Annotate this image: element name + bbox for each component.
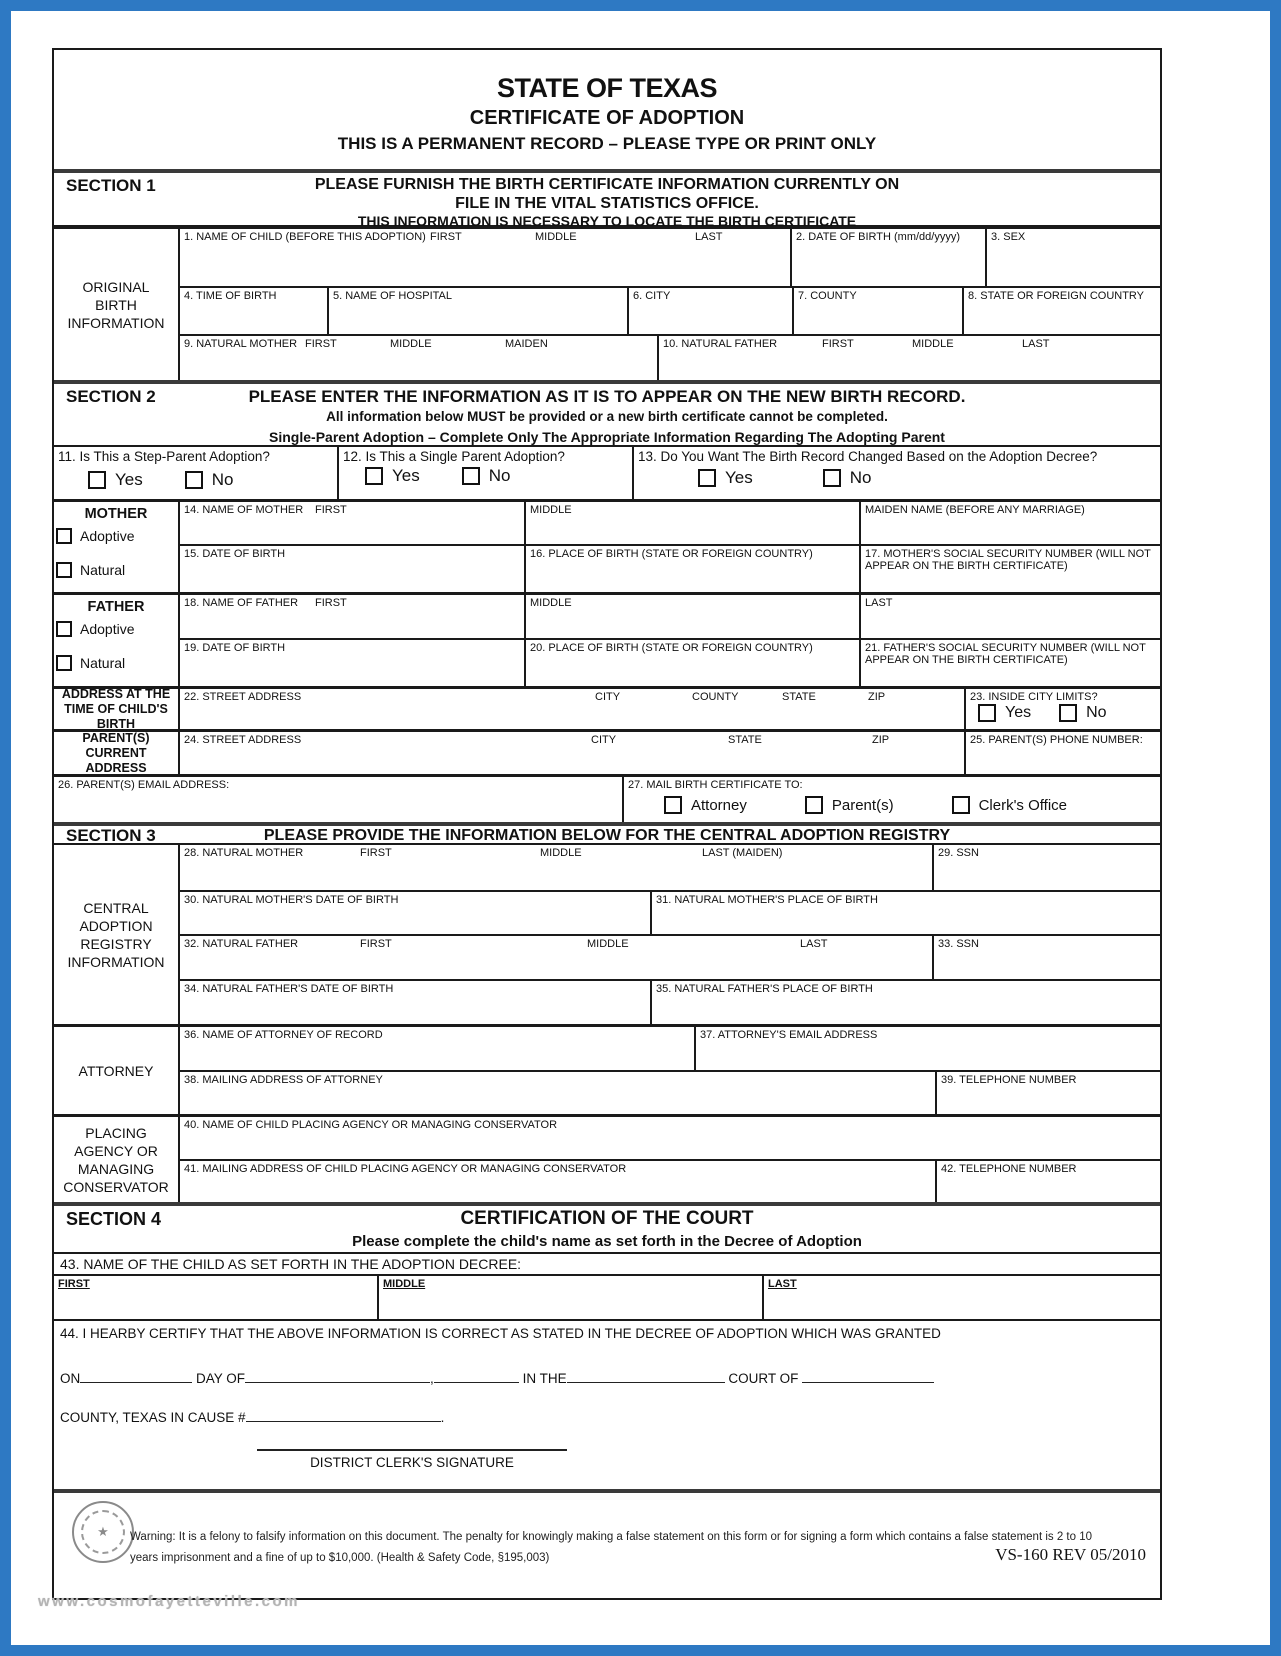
certification-date-line: ON DAY OF , IN THE COURT OF (60, 1369, 1154, 1386)
field-43-heading: 43. NAME OF THE CHILD AS SET FORTH IN THE ADOPTION DECREE: (60, 1256, 522, 1272)
colhead-first: FIRST (315, 504, 347, 516)
field-18-name-of-father[interactable]: 18. NAME OF FATHER FIRST (184, 597, 347, 609)
question-13-text: 13. Do You Want The Birth Record Changed Based on the Adoption Decree? (638, 449, 1098, 464)
day-blank[interactable] (80, 1369, 192, 1383)
colhead-middle: MIDDLE (390, 337, 432, 350)
registry-label: CENTRAL ADOPTION REGISTRY INFORMATION (54, 845, 180, 1024)
field-4-time-of-birth[interactable]: 4. TIME OF BIRTH (184, 290, 277, 303)
form-subtitle: CERTIFICATE OF ADOPTION (469, 107, 745, 129)
field-14-name-of-mother[interactable]: 14. NAME OF MOTHER FIRST (184, 504, 347, 516)
field-8-state-or-country[interactable]: 8. STATE OR FOREIGN COUNTRY (962, 288, 1160, 333)
form-title: STATE OF TEXAS (496, 73, 717, 103)
mother-title: MOTHER (84, 506, 148, 522)
mail-parents-checkbox[interactable] (805, 796, 823, 814)
question-13: 13. Do You Want The Birth Record Changed Based on the Adoption Decree? Yes No (632, 447, 1160, 499)
address-current-label: PARENT(S) CURRENT ADDRESS (54, 732, 180, 774)
registry-block (54, 845, 1160, 1024)
cause-number-blank[interactable] (246, 1408, 441, 1422)
agency-label: PLACING AGENCY OR MANAGING CONSERVATOR (54, 1117, 180, 1202)
colhead-state: STATE (782, 691, 816, 703)
field-24-street-address[interactable]: 24. STREET ADDRESS CITY STATE ZIP (184, 734, 890, 746)
section4-title: CERTIFICATION OF THE COURT (460, 1208, 754, 1229)
year-blank[interactable] (434, 1369, 519, 1383)
field-34-father-dob[interactable]: 34. NATURAL FATHER'S DATE OF BIRTH (184, 983, 394, 995)
month-blank[interactable] (245, 1369, 430, 1383)
mail-clerk-checkbox[interactable] (952, 796, 970, 814)
colhead-city: CITY (595, 691, 621, 703)
field-16-mother-place-of-birth[interactable]: 16. PLACE OF BIRTH (STATE OR FOREIGN COUNTRY) (524, 546, 859, 592)
court-name-blank[interactable] (567, 1369, 725, 1383)
email-mail-row (54, 774, 1160, 822)
q12-yes-checkbox[interactable] (365, 467, 383, 485)
q23-no-checkbox[interactable] (1059, 704, 1077, 722)
field-41-agency-address[interactable]: 41. MAILING ADDRESS OF CHILD PLACING AGENCY OR MANAGING CONSERVATOR (184, 1162, 627, 1175)
decree-last-name[interactable]: LAST (762, 1276, 1160, 1319)
colhead-first: FIRST (360, 938, 392, 950)
colhead-middle: MIDDLE (535, 231, 577, 243)
form-footer (54, 1489, 1160, 1598)
field-36-attorney-name[interactable]: 36. NAME OF ATTORNEY OF RECORD (184, 1029, 383, 1041)
colhead-first: FIRST (305, 337, 337, 350)
q12-no-checkbox[interactable] (462, 467, 480, 485)
father-title: FATHER (87, 599, 145, 615)
colhead-middle: MIDDLE (587, 938, 629, 950)
colhead-last: LAST (695, 231, 723, 243)
section1-label: SECTION 1 (66, 176, 156, 195)
decree-first-name[interactable]: FIRST (58, 1278, 90, 1290)
q13-no-checkbox[interactable] (823, 469, 841, 487)
colhead-first: FIRST (430, 231, 462, 243)
field-37-attorney-email[interactable]: 37. ATTORNEY'S EMAIL ADDRESS (694, 1027, 1160, 1070)
colhead-middle: MIDDLE (540, 847, 582, 859)
section4-label: SECTION 4 (66, 1209, 162, 1229)
field-31-mother-place-of-birth[interactable]: 31. NATURAL MOTHER'S PLACE OF BIRTH (650, 892, 1160, 934)
field-33-ssn[interactable]: 33. SSN (932, 936, 1160, 979)
field-10-natural-father[interactable]: 10. NATURAL FATHER FIRST MIDDLE LAST (657, 336, 1160, 380)
form-note: THIS IS A PERMANENT RECORD – PLEASE TYPE OR PRINT ONLY (337, 134, 877, 153)
question-12-text: 12. Is This a Single Parent Adoption? (343, 449, 565, 464)
mother-natural-checkbox[interactable] (56, 562, 72, 578)
adoption-certificate-form (52, 48, 1162, 1600)
colhead-zip: ZIP (872, 734, 890, 746)
q13-yes-checkbox[interactable] (698, 469, 716, 487)
texas-state-seal-icon: ★ (72, 1501, 134, 1563)
questions-row (54, 447, 1160, 499)
field-42-agency-phone[interactable]: 42. TELEPHONE NUMBER (935, 1161, 1160, 1203)
field-25-parents-phone[interactable]: 25. PARENT(S) PHONE NUMBER: (964, 732, 1160, 774)
field-38-attorney-address[interactable]: 38. MAILING ADDRESS OF ATTORNEY (184, 1074, 383, 1087)
form-header (54, 50, 1160, 169)
field-7-county[interactable]: 7. COUNTY (792, 288, 962, 333)
section1-title-line3: THIS INFORMATION IS NECESSARY TO LOCATE THE BIRTH CERTIFICATE (357, 213, 857, 229)
field-1-name-of-child[interactable]: 1. NAME OF CHILD (BEFORE THIS ADOPTION) FIRST MIDDLE LAST (184, 231, 723, 243)
q11-yes-checkbox[interactable] (88, 471, 106, 489)
colhead-maiden: MAIDEN (505, 337, 548, 350)
certification-cause-line: COUNTY, TEXAS IN CAUSE # . (60, 1410, 445, 1425)
certification-block (54, 1319, 1160, 1489)
section1-title-line2: FILE IN THE VITAL STATISTICS OFFICE. (455, 195, 759, 212)
section1-header (54, 169, 1160, 227)
felony-warning-text: Warning: It is a felony to falsify information on this document. The penalty for knowingly making a false statement on this form or for signing a form which contains a false statement is 2 to 10 years imprisonment and a fine of up to $10,000. (Health & Safety Code, §195,003) (130, 1531, 1092, 1564)
field-44-text: 44. I HEARBY CERTIFY THAT THE ABOVE INFORMATION IS CORRECT AS STATED IN THE DECREE OF ADOPTION WHICH WAS GRANTED (60, 1326, 941, 1341)
field-20-father-place-of-birth[interactable]: 20. PLACE OF BIRTH (STATE OR FOREIGN COUNTRY) (524, 640, 859, 686)
attorney-block (54, 1024, 1160, 1114)
watermark: www.cosmofayetteville.com (38, 1593, 301, 1610)
mother-block (54, 499, 1160, 592)
colhead-state: STATE (728, 734, 762, 746)
decree-middle-name[interactable]: MIDDLE (377, 1276, 762, 1319)
address-birth-label: ADDRESS AT THE TIME OF CHILD'S BIRTH (54, 689, 180, 729)
question-11-text: 11. Is This a Step-Parent Adoption? (58, 449, 270, 464)
q11-no-checkbox[interactable] (185, 471, 203, 489)
section3-header (54, 822, 1160, 845)
colhead-middle: MIDDLE (912, 337, 954, 350)
field-6-city[interactable]: 6. CITY (627, 288, 792, 333)
father-natural-checkbox[interactable] (56, 655, 72, 671)
field-15-mother-dob[interactable]: 15. DATE OF BIRTH (184, 547, 286, 560)
colhead-zip: ZIP (868, 691, 886, 703)
colhead-first: FIRST (360, 847, 392, 859)
field-29-ssn[interactable]: 29. SSN (932, 845, 1160, 890)
district-clerk-signature-line[interactable] (257, 1449, 567, 1451)
field-39-attorney-phone[interactable]: 39. TELEPHONE NUMBER (935, 1072, 1160, 1114)
mail-attorney-checkbox[interactable] (664, 796, 682, 814)
section2-subtitle1: All information below MUST be provided or a new birth certificate cannot be completed. (326, 409, 888, 424)
question-12: 12. Is This a Single Parent Adoption? Yes No (337, 447, 632, 499)
field-5-hospital[interactable]: 5. NAME OF HOSPITAL (327, 288, 627, 333)
field-40-agency-name[interactable]: 40. NAME OF CHILD PLACING AGENCY OR MANAGING CONSERVATOR (184, 1119, 558, 1131)
colhead-city: CITY (591, 734, 617, 746)
decree-name-row (54, 1274, 1160, 1319)
section4-subtitle: Please complete the child's name as set forth in the Decree of Adoption (352, 1233, 862, 1250)
q23-yes-checkbox[interactable] (978, 704, 996, 722)
original-birth-info-block (54, 227, 1160, 380)
original-birth-info-label: ORIGINAL BIRTH INFORMATION (54, 229, 180, 380)
field-17-mother-ssn[interactable]: 17. MOTHER'S SOCIAL SECURITY NUMBER (WILL NOT APPEAR ON THE BIRTH CERTIFICATE) (859, 546, 1160, 592)
father-label-cell: FATHER Adoptive Natural (54, 595, 180, 686)
question-11: 11. Is This a Step-Parent Adoption? Yes No (54, 447, 337, 499)
colhead-last: LAST (1022, 337, 1050, 350)
field-19-father-dob[interactable]: 19. DATE OF BIRTH (184, 641, 286, 654)
colhead-county: COUNTY (692, 691, 739, 703)
attorney-label: ATTORNEY (54, 1027, 180, 1114)
field-18-last[interactable]: LAST (859, 595, 1160, 638)
field-2-date-of-birth[interactable]: 2. DATE OF BIRTH (mm/dd/yyyy) (790, 229, 985, 286)
form-revision-number: VS-160 REV 05/2010 (995, 1545, 1146, 1564)
mother-adoptive-checkbox[interactable] (56, 528, 72, 544)
field-30-mother-dob[interactable]: 30. NATURAL MOTHER'S DATE OF BIRTH (184, 894, 399, 906)
field-23-inside-city-limits: 23. INSIDE CITY LIMITS? Yes No (964, 689, 1160, 729)
field-18-middle[interactable]: MIDDLE (524, 595, 859, 638)
section2-subtitle2: Single-Parent Adoption – Complete Only The Appropriate Information Regarding The Adopting Parent (269, 429, 945, 445)
field-21-father-ssn[interactable]: 21. FATHER'S SOCIAL SECURITY NUMBER (WILL NOT APPEAR ON THE BIRTH CERTIFICATE) (859, 640, 1160, 686)
address-current-block (54, 729, 1160, 774)
colhead-first: FIRST (822, 337, 854, 350)
address-birth-block (54, 686, 1160, 729)
section2-header (54, 380, 1160, 447)
section3-title: PLEASE PROVIDE THE INFORMATION BELOW FOR THE CENTRAL ADOPTION REGISTRY (263, 827, 951, 844)
county-blank[interactable] (802, 1369, 934, 1383)
colhead-last-maiden: LAST (MAIDEN) (702, 847, 783, 859)
field-9-natural-mother[interactable]: 9. NATURAL MOTHER FIRST MIDDLE MAIDEN (184, 337, 548, 350)
father-adoptive-checkbox[interactable] (56, 621, 72, 637)
section1-title-line1: PLEASE FURNISH THE BIRTH CERTIFICATE INFORMATION CURRENTLY ON (314, 176, 900, 193)
section2-label: SECTION 2 (66, 387, 156, 406)
field-14-maiden-name[interactable]: MAIDEN NAME (BEFORE ANY MARRIAGE) (859, 502, 1160, 544)
section3-label: SECTION 3 (66, 826, 156, 845)
colhead-last: LAST (800, 938, 828, 950)
field-22-street-address[interactable]: 22. STREET ADDRESS CITY COUNTY STATE ZIP (184, 691, 886, 703)
colhead-first: FIRST (315, 597, 347, 609)
district-clerk-signature-label: DISTRICT CLERK'S SIGNATURE (310, 1455, 514, 1470)
section4-header (54, 1202, 1160, 1254)
field-28-natural-mother[interactable]: 28. NATURAL MOTHER FIRST MIDDLE LAST (MAIDEN) (184, 847, 783, 859)
section2-title: PLEASE ENTER THE INFORMATION AS IT IS TO APPEAR ON THE NEW BIRTH RECORD. (248, 387, 966, 406)
field-26-parents-email[interactable]: 26. PARENT(S) EMAIL ADDRESS: (58, 779, 230, 791)
agency-block (54, 1114, 1160, 1202)
field-27-mail-certificate-to: 27. MAIL BIRTH CERTIFICATE TO: Attorney Parent(s) Clerk's Office (622, 777, 1160, 822)
field-32-natural-father[interactable]: 32. NATURAL FATHER FIRST MIDDLE LAST (184, 938, 828, 950)
field-3-sex[interactable]: 3. SEX (985, 229, 1160, 286)
field-14-middle[interactable]: MIDDLE (524, 502, 859, 544)
field-35-father-place-of-birth[interactable]: 35. NATURAL FATHER'S PLACE OF BIRTH (650, 981, 1160, 1024)
mother-label-cell: MOTHER Adoptive Natural (54, 502, 180, 592)
father-block (54, 592, 1160, 686)
